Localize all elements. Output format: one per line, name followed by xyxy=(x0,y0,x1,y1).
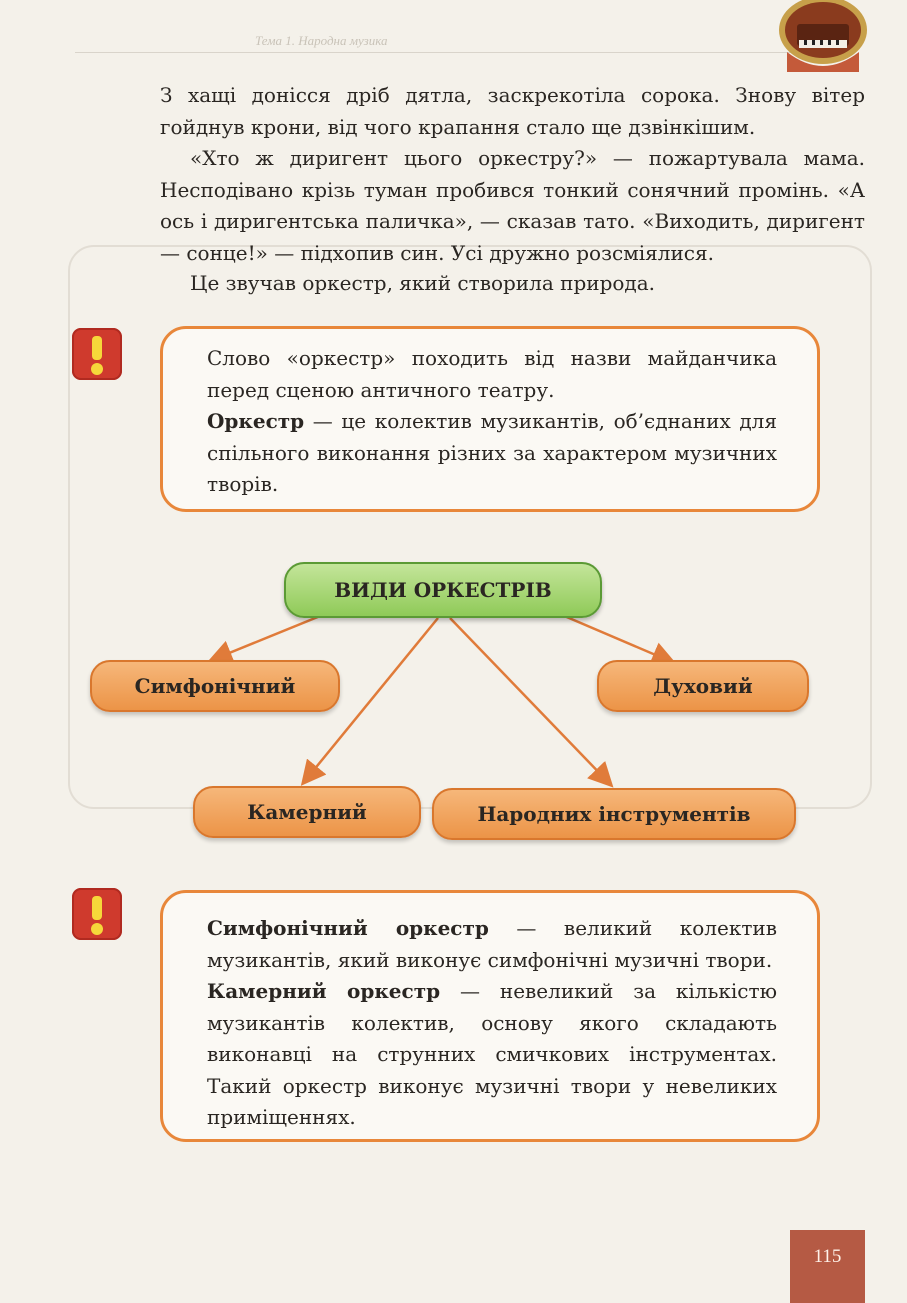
term-symphonic-orchestra: Симфонічний оркестр xyxy=(207,916,489,940)
diagram-node-folk-instruments: Народних інструментів xyxy=(432,788,796,840)
diagram-root-orchestra-types: ВИДИ ОРКЕСТРІВ xyxy=(284,562,602,618)
exclamation-icon xyxy=(72,328,122,380)
definition-text: Слово «оркестр» походить від назви майданчика перед сценою античного театру. xyxy=(207,346,777,402)
page-number: 115 xyxy=(813,1246,842,1267)
term-definition: — це колектив музикантів, об’єднаних для спільного виконання різних за характером музичних творів. xyxy=(207,409,777,496)
term-definition: — невеликий за кількістю музикантів колектив, основу якого складають виконавці на струнних смичкових інструментах. Такий оркестр виконує музичні твори у невеликих приміщеннях. xyxy=(207,979,777,1129)
definition-text xyxy=(207,976,777,1134)
definition-box-orchestra-kinds xyxy=(160,890,820,1142)
term-orchestra: Оркестр xyxy=(207,409,305,433)
term-chamber-orchestra: Камерний оркестр xyxy=(207,979,441,1003)
header-rule xyxy=(75,30,795,53)
section-header: Тема 1. Народна музика xyxy=(255,33,388,48)
story-paragraph: Це звучав оркестр, який створила природа. xyxy=(190,271,656,295)
term-definition: — великий колектив музикантів, який виконує симфонічні музичні твори. xyxy=(207,916,777,972)
diagram-node-chamber: Камерний xyxy=(193,786,421,838)
exclamation-icon xyxy=(72,888,122,940)
diagram-node-symphonic: Симфонічний xyxy=(90,660,340,712)
story-paragraph: «Хто ж диригент цього оркестру?» — пожартувала мама. Несподівано крізь туман пробився тонкий сонячний промінь. «А ось і диригентська паличка», — сказав тато. «Виходить, диригент — сонце!» — підхопив син. Усі дружно розсміялися. xyxy=(160,146,865,265)
piano-illustration xyxy=(777,0,869,72)
diagram-node-brass: Духовий xyxy=(597,660,809,712)
definition-box-orchestra xyxy=(160,326,820,512)
definition-text xyxy=(207,913,777,976)
definition-text xyxy=(207,406,777,501)
story-paragraph: З хащі донісся дріб дятла, заскрекотіла сорока. Знову вітер гойднув крони, від чого крапання стало ще дзвінкішим. xyxy=(160,83,865,139)
